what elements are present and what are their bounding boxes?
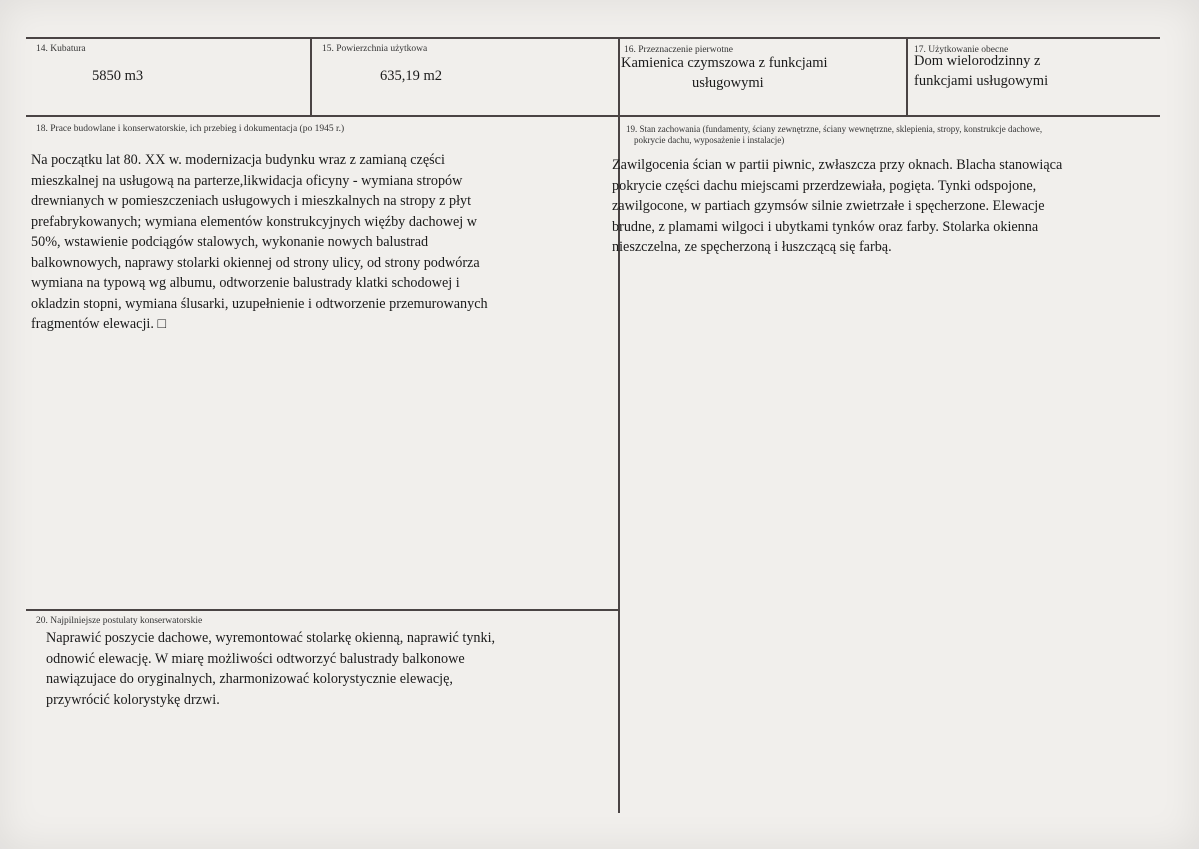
text-line: brudne, z plamami wilgoci i ubytkami tynków oraz farby. Stolarka okienna <box>612 218 1039 235</box>
text-line: nieszczelna, ze spęcherzoną i łuszczącą się farbą. <box>612 239 892 255</box>
text-line: Naprawić poszycie dachowe, wyremontować stolarkę okienną, naprawić tynki, <box>46 630 496 646</box>
text-line: przywrócić kolorystykę drzwi. <box>46 691 220 708</box>
top-rule <box>26 37 1160 39</box>
text-line: drewnianych w pomieszczeniach usługowych i mieszkalnych na stropy z płyt <box>31 193 472 209</box>
field-20-text <box>46 628 606 710</box>
divider-14-15 <box>310 37 312 117</box>
field-18-text <box>31 150 611 335</box>
field-14-label: 14. Kubatura <box>36 44 86 54</box>
field-16-value-line2: usługowymi <box>692 75 764 91</box>
header-bottom-rule <box>26 115 1160 117</box>
section-20-rule <box>26 609 619 611</box>
text-line: Na początku lat 80. XX w. modernizacja budynku wraz z zamianą części <box>31 152 445 168</box>
field-17-label: 17. Użytkowanie obecne <box>914 45 1009 55</box>
text-line: prefabrykowanych; wymiana elementów konstrukcyjnych więźby dachowej w <box>31 213 477 230</box>
text-line: pokrycie części dachu miejscami przerdzewiała, pogięta. Tynki odspojone, <box>612 177 1037 194</box>
field-16-value-line1: Kamienica czymszowa z funkcjami <box>621 55 828 71</box>
field-18-label: 18. Prace budowlane i konserwatorskie, ich przebieg i dokumentacja (po 1945 r.) <box>36 124 345 134</box>
text-line: wymiana na typową wg albumu, odtworzenie balustrady klatki schodowej i <box>31 275 460 291</box>
text-line: zawilgocone, w partiach gzymsów silnie zwietrzałe i spęcherzone. Elewacje <box>612 198 1045 214</box>
field-17-value-line1: Dom wielorodzinny z <box>914 53 1041 69</box>
field-14-value: 5850 m3 <box>92 68 144 84</box>
text-line: 50%, wstawienie podciągów stalowych, wykonanie nowych balustrad <box>31 234 429 250</box>
field-15-value: 635,19 m2 <box>380 68 443 84</box>
text-line: okladzin stopni, wymiana ślusarki, uzupełnienie i odtworzenie przemurowanych <box>31 295 488 312</box>
field-15-label: 15. Powierzchnia użytkowa <box>322 44 428 54</box>
text-line: mieszkalnej na usługową na parterze,likwidacja oficyny - wymiana stropów <box>31 172 463 189</box>
divider-15-16 <box>618 37 620 813</box>
text-line: balkownowych, naprawy stolarki okiennej od strony ulicy, od strony podwórza <box>31 254 480 271</box>
field-20-label: 20. Najpilniejsze postulaty konserwatorskie <box>36 616 203 626</box>
text-line: Zawilgocenia ścian w partii piwnic, zwłaszcza przy oknach. Blacha stanowiąca <box>612 157 1063 173</box>
field-19-label-line2: pokrycie dachu, wyposażenie i instalacje) <box>634 135 785 145</box>
text-line: nawiązujace do oryginalnych, zharmonizować kolorystycznie elewację, <box>46 671 453 687</box>
divider-16-17 <box>906 37 908 117</box>
text-line: odnowić elewację. W miarę możliwości odtworzyć balustrady balkonowe <box>46 650 465 667</box>
text-line: fragmentów elewacji. □ <box>31 316 167 332</box>
field-16-label: 16. Przeznaczenie pierwotne <box>624 45 733 55</box>
field-19-label-line1: 19. Stan zachowania (fundamenty, ściany zewnętrzne, ściany wewnętrzne, sklepienia, stropy, konstrukcje dachowe, <box>626 124 1043 134</box>
field-17-value-line2: funkcjami usługowymi <box>914 73 1049 89</box>
field-19-text <box>612 155 1152 258</box>
